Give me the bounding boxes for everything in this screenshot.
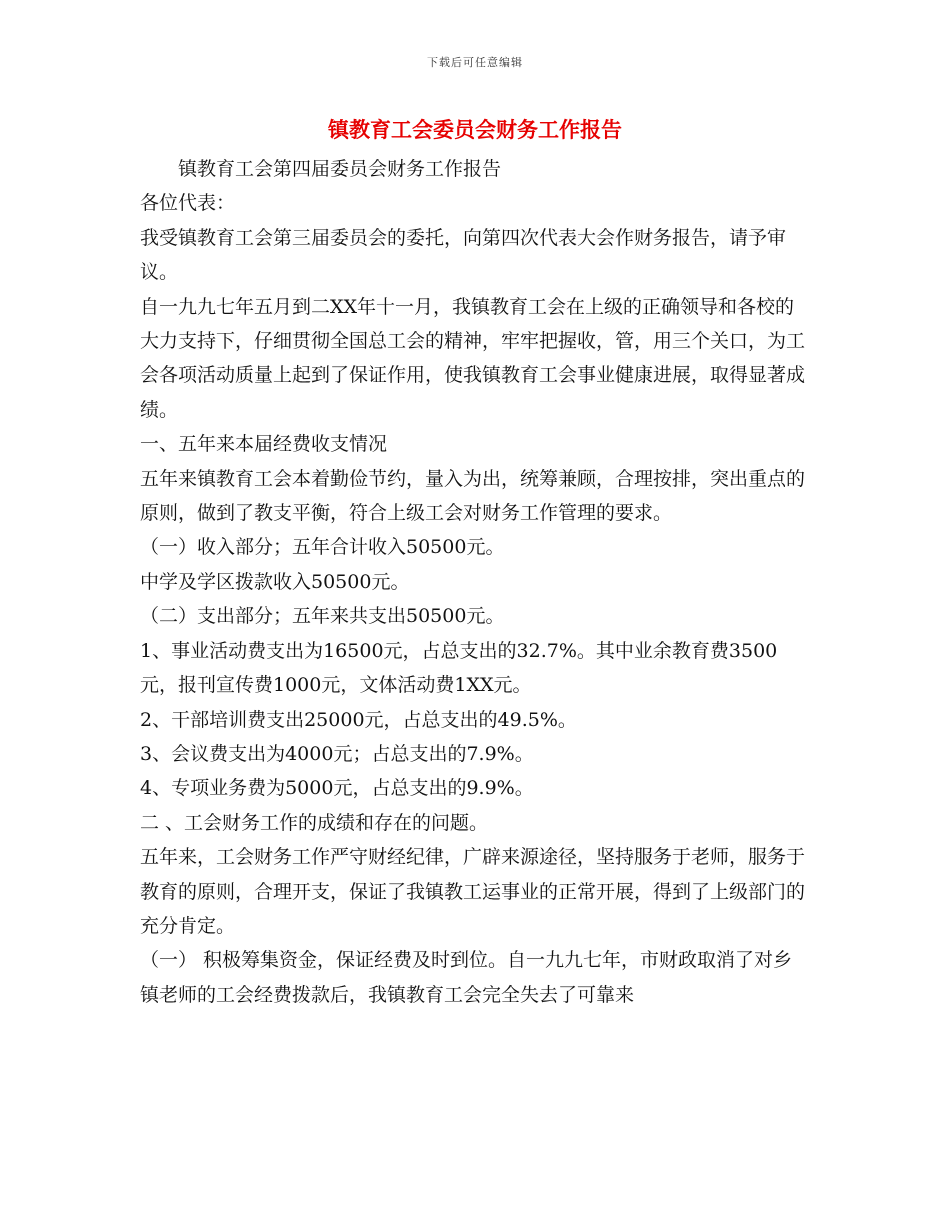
- sub-heading: （二）支出部分；五年来共支出50500元。: [140, 605, 505, 628]
- sub-heading: （一）收入部分；五年合计收入50500元。: [140, 536, 505, 559]
- section-heading: 二 、工会财务工作的成绩和存在的问题。: [140, 811, 489, 834]
- list-item: 3、会议费支出为4000元；占总支出的7.9%。: [140, 742, 534, 765]
- document-body: [140, 152, 810, 1012]
- paragraph: 中学及学区拨款收入50500元。: [140, 570, 410, 593]
- header-note: 下载后可任意编辑: [427, 56, 523, 69]
- salutation: 各位代表：: [140, 192, 236, 215]
- list-item: 2、干部培训费支出25000元，占总支出的49.5%。: [140, 708, 577, 731]
- paragraph: 五年来镇教育工会本着勤俭节约，量入为出，统筹兼顾，合理按排，突出重点的原则，做到了教支平衡，符合上级工会对财务工作管理的要求。: [140, 467, 806, 525]
- paragraph: 五年来，工会财务工作严守财经纪律，广辟来源途径，坚持服务于老师，服务于教育的原则，合理开支，保证了我镇教工运事业的正常开展，得到了上级部门的充分肯定。: [140, 846, 806, 937]
- list-item: 4、专项业务费为5000元，占总支出的9.9%。: [140, 777, 534, 800]
- document-title: 镇教育工会委员会财务工作报告: [328, 117, 622, 142]
- paragraph: 我受镇教育工会第三届委员会的委托，向第四次代表大会作财务报告，请予审议。: [140, 226, 787, 284]
- paragraph: 自一九九七年五月到二XX年十一月，我镇教育工会在上级的正确领导和各校的大力支持下，仔细贯彻全国总工会的精神，牢牢把握收，管，用三个关口，为工会各项活动质量上起到了保证作用，使我镇教育工会事业健康进展，取得显著成绩。: [140, 295, 806, 421]
- report-subtitle: 镇教育工会第四届委员会财务工作报告: [178, 158, 502, 180]
- list-item: 1、事业活动费支出为16500元，占总支出的32.7%。其中业余教育费3500元，报刊宣传费1000元，文体活动费1XX元。: [140, 639, 778, 697]
- section-heading: 一、五年来本届经费收支情况: [140, 433, 388, 456]
- paragraph: （一） 积极筹集资金，保证经费及时到位。自一九九七年，市财政取消了对乡镇老师的工会经费拨款后，我镇教育工会完全失去了可靠来: [140, 949, 793, 1006]
